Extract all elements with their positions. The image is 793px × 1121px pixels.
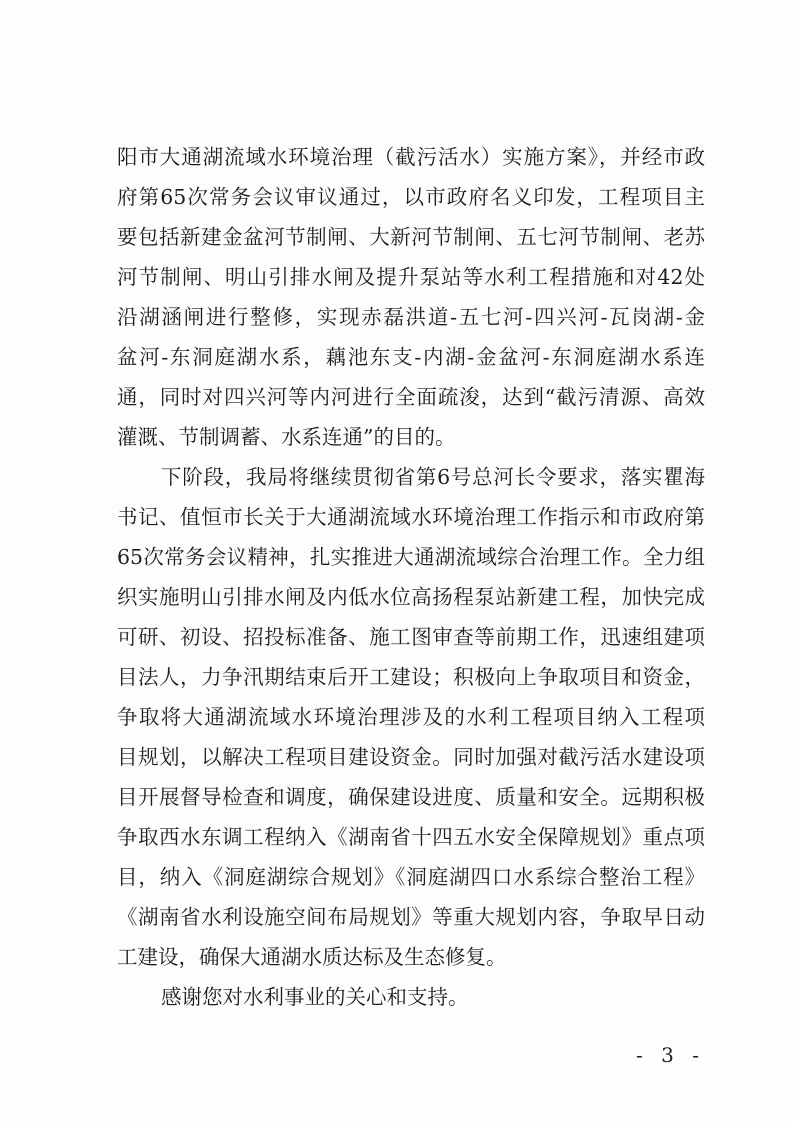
text-line: 要包括新建金盆河节制闸、大新河节制闸、五七河节制闸、老苏 (117, 225, 705, 249)
text-line: 争取将大通湖流域水环境治理涉及的水利工程项目纳入工程项 (117, 705, 705, 729)
text-line: 府第65次常务会议审议通过，以市政府名义印发，工程项目主 (117, 185, 705, 209)
text-line: 织实施明山引排水闸及内低水位高扬程泵站新建工程，加快完成 (117, 585, 705, 609)
paragraph-3 (117, 977, 705, 1017)
text-line: 工建设，确保大通湖水质达标及生态修复。 (117, 945, 507, 969)
text-line: 目规划，以解决工程项目建设资金。同时加强对截污活水建设项 (117, 745, 705, 769)
text-line: 阳市大通湖流域水环境治理（截污活水）实施方案》，并经市政 (117, 145, 705, 169)
text-line: 灌溉、节制调蓄、水系连通”的目的。 (117, 425, 456, 449)
page-number: - 3 - (636, 1043, 705, 1067)
text-line: 65次常务会议精神，扎实推进大通湖流域综合治理工作。全力组 (117, 545, 705, 569)
text-line: 下阶段，我局将继续贯彻省第6号总河长令要求，落实瞿海 (161, 465, 705, 489)
text-line: 书记、值恒市长关于大通湖流域水环境治理工作指示和市政府第 (117, 505, 705, 529)
text-line: 争取西水东调工程纳入《湖南省十四五水安全保障规划》重点项 (117, 825, 705, 849)
text-line: 《湖南省水利设施空间布局规划》等重大规划内容，争取早日动 (117, 905, 705, 929)
text-line: 沿湖涵闸进行整修，实现赤磊洪道-五七河-四兴河-瓦岗湖-金 (117, 305, 705, 329)
text-line: 目开展督导检查和调度，确保建设进度、质量和安全。远期积极 (117, 785, 705, 809)
document-body (117, 137, 705, 1017)
paragraph-1 (117, 137, 705, 457)
paragraph-2 (117, 457, 705, 977)
text-line: 目，纳入《洞庭湖综合规划》《洞庭湖四口水系综合整治工程》 (117, 865, 705, 889)
text-line: 通，同时对四兴河等内河进行全面疏浚，达到“截污清源、高效 (117, 385, 705, 409)
text-line: 盆河-东洞庭湖水系，藕池东支-内湖-金盆河-东洞庭湖水系连 (117, 345, 705, 369)
text-line: 可研、初设、招投标准备、施工图审查等前期工作，迅速组建项 (117, 625, 705, 649)
text-line: 目法人，力争汛期结束后开工建设；积极向上争取项目和资金， (117, 665, 705, 689)
text-line: 感谢您对水利事业的关心和支持。 (161, 985, 469, 1009)
text-line: 河节制闸、明山引排水闸及提升泵站等水利工程措施和对42处 (117, 265, 705, 289)
